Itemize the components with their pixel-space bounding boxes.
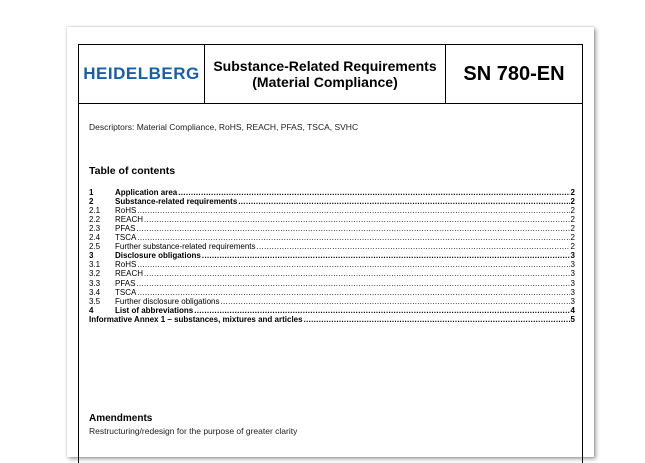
toc-entry-label: Disclosure obligations bbox=[115, 251, 201, 261]
toc-entry-page: 5 bbox=[570, 314, 575, 324]
toc-entry[interactable] bbox=[89, 242, 575, 251]
toc-entry-page: 2 bbox=[570, 233, 575, 243]
title-line-1: Substance-Related Requirements bbox=[213, 58, 437, 74]
toc-entry-label: RoHS bbox=[115, 206, 137, 216]
toc-entry-page: 3 bbox=[570, 260, 575, 270]
toc-leader-dots bbox=[257, 242, 570, 251]
toc-entry[interactable] bbox=[89, 224, 575, 233]
toc-entry[interactable] bbox=[89, 215, 575, 224]
toc-entry-page: 3 bbox=[570, 287, 575, 297]
toc-entry[interactable] bbox=[89, 260, 575, 269]
toc-entry-number: 3.5 bbox=[89, 296, 101, 306]
toc-entry-number: 1 bbox=[89, 188, 94, 198]
toc-entry-page: 3 bbox=[570, 296, 575, 306]
toc-entry-number: 3 bbox=[89, 251, 94, 261]
toc-entry-label: Further disclosure obligations bbox=[115, 296, 220, 306]
toc-entry-page: 3 bbox=[570, 269, 575, 279]
toc-leader-dots bbox=[144, 215, 570, 224]
toc-entry[interactable] bbox=[89, 297, 575, 306]
toc-entry-page: 2 bbox=[570, 188, 575, 198]
document-body bbox=[78, 103, 583, 463]
toc-entry[interactable] bbox=[89, 315, 575, 324]
toc-entry-label: TSCA bbox=[115, 233, 137, 243]
toc-entry-number: 2.5 bbox=[89, 242, 101, 252]
toc-entry-number: 2.3 bbox=[89, 224, 101, 234]
toc-leader-dots bbox=[137, 206, 569, 215]
toc-entry[interactable] bbox=[89, 233, 575, 242]
toc-entry-number: 2.4 bbox=[89, 233, 101, 243]
toc-entry-page: 2 bbox=[570, 197, 575, 207]
company-logo bbox=[79, 45, 205, 103]
toc-entry[interactable] bbox=[89, 206, 575, 215]
toc-leader-dots bbox=[238, 197, 569, 206]
toc-entry[interactable] bbox=[89, 188, 575, 197]
descriptors-line: Descriptors: Material Compliance, RoHS, REACH, PFAS, TSCA, SVHC bbox=[89, 122, 359, 132]
toc-entry[interactable] bbox=[89, 269, 575, 278]
title-line-2: (Material Compliance) bbox=[252, 74, 398, 90]
toc-entry[interactable] bbox=[89, 251, 575, 260]
toc-entry-label: List of abbreviations bbox=[115, 305, 194, 315]
toc-entry-number: 3.3 bbox=[89, 278, 101, 288]
toc-entry-number: 3.2 bbox=[89, 269, 101, 279]
toc-entry-page: 2 bbox=[570, 242, 575, 252]
toc-entry-number: 2.1 bbox=[89, 206, 101, 216]
toc-leader-dots bbox=[136, 279, 569, 288]
toc-entry[interactable] bbox=[89, 288, 575, 297]
toc-entry-label: REACH bbox=[115, 269, 144, 279]
toc-leader-dots bbox=[194, 306, 569, 315]
toc-entry-number: 3.1 bbox=[89, 260, 101, 270]
toc-leader-dots bbox=[304, 315, 570, 324]
toc-entry-page: 3 bbox=[570, 278, 575, 288]
toc-entry-page: 2 bbox=[570, 224, 575, 234]
toc-entry-number: 2 bbox=[89, 197, 94, 207]
toc-entry-number: 3.4 bbox=[89, 287, 101, 297]
toc-entry-number: 4 bbox=[89, 305, 94, 315]
toc-entry-label: Application area bbox=[115, 188, 178, 198]
toc-entry-label: Further substance-related requirements bbox=[115, 242, 256, 252]
amendments-heading: Amendments bbox=[89, 413, 153, 424]
document-header bbox=[78, 44, 583, 104]
toc-leader-dots bbox=[144, 269, 570, 278]
toc-entry[interactable] bbox=[89, 197, 575, 206]
toc-entry-page: 3 bbox=[570, 251, 575, 261]
logo-text: HEIDELBERG bbox=[83, 64, 200, 83]
toc-leader-dots bbox=[137, 288, 569, 297]
toc-entry-label: RoHS bbox=[115, 260, 137, 270]
toc-entry-label: Substance-related requirements bbox=[115, 197, 238, 207]
toc-entry-label: Informative Annex 1 – substances, mixtures and articles bbox=[89, 314, 303, 324]
toc-entry[interactable] bbox=[89, 278, 575, 287]
toc-leader-dots bbox=[137, 260, 569, 269]
toc-entry-number: 2.2 bbox=[89, 215, 101, 225]
toc-leader-dots bbox=[178, 188, 569, 197]
toc-leader-dots bbox=[202, 251, 570, 260]
toc-entry-page: 2 bbox=[570, 206, 575, 216]
toc-heading: Table of contents bbox=[89, 165, 176, 177]
document-page bbox=[67, 27, 594, 457]
amendments-text: Restructuring/redesign for the purpose of greater clarity bbox=[89, 426, 298, 436]
document-number: SN 780-EN bbox=[463, 62, 565, 85]
toc-entry-label: REACH bbox=[115, 215, 144, 225]
toc-entry[interactable] bbox=[89, 306, 575, 315]
toc-entry-label: PFAS bbox=[115, 224, 136, 234]
toc-entry-page: 4 bbox=[570, 305, 575, 315]
document-title bbox=[205, 45, 446, 103]
toc-entry-page: 2 bbox=[570, 215, 575, 225]
toc-leader-dots bbox=[137, 233, 569, 242]
toc-leader-dots bbox=[136, 224, 569, 233]
toc-entry-label: TSCA bbox=[115, 287, 137, 297]
table-of-contents bbox=[89, 188, 575, 324]
toc-leader-dots bbox=[221, 297, 570, 306]
toc-entry-label: PFAS bbox=[115, 278, 136, 288]
